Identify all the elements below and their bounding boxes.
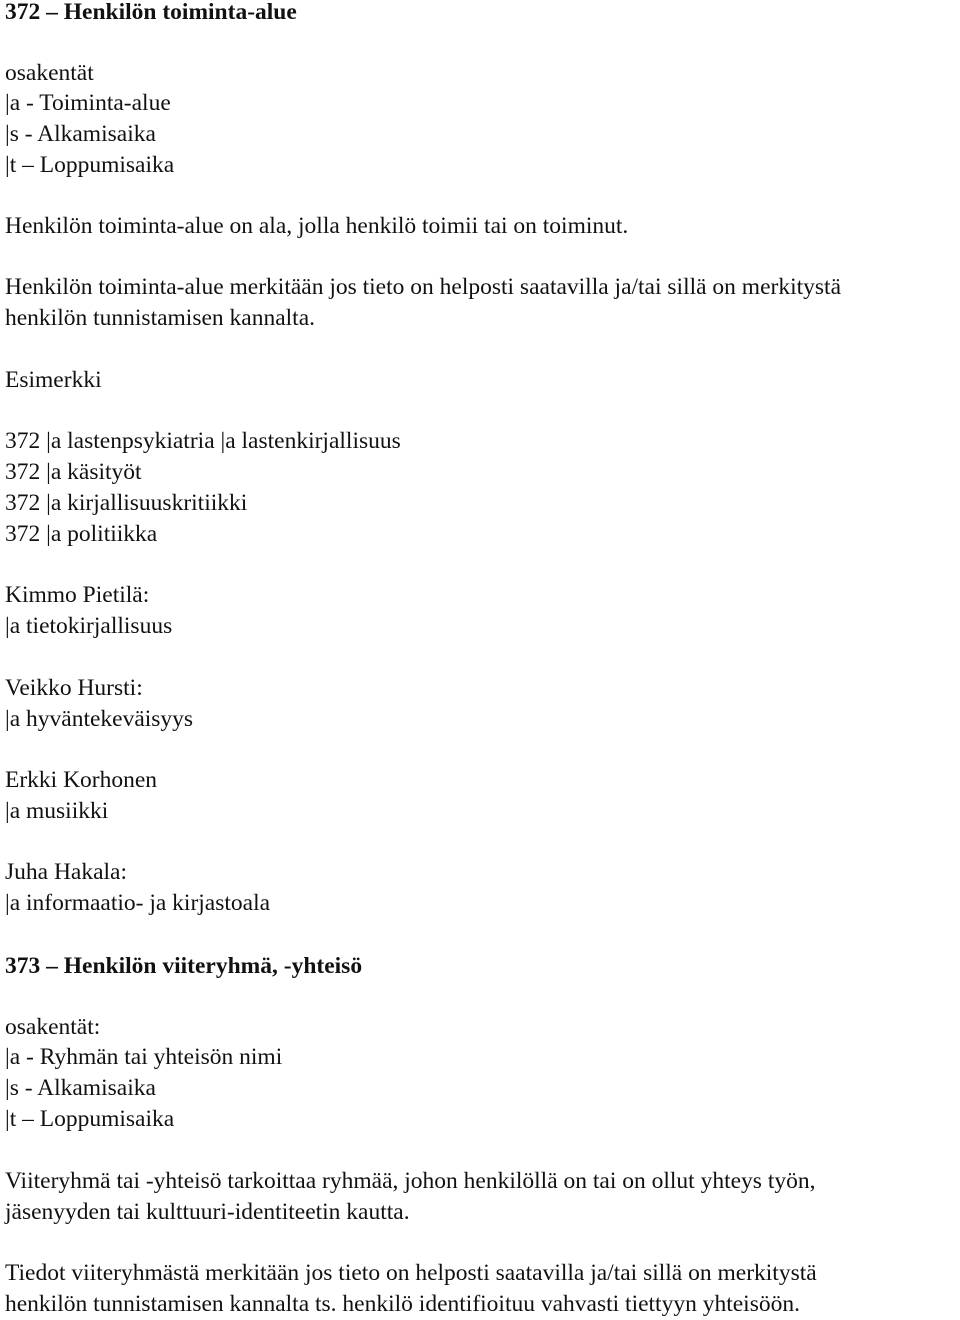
person-name: Juha Hakala:	[5, 859, 128, 885]
section-373-definition-line-2: jäsenyyden tai kulttuuri-identiteetin kautta.	[5, 1199, 410, 1225]
section-372-subfield-s: |s - Alkamisaika	[5, 121, 156, 147]
person-name: Veikko Hursti:	[5, 675, 143, 701]
person-name: Kimmo Pietilä:	[5, 582, 150, 608]
person-field-value: |a hyväntekeväisyys	[5, 706, 194, 732]
section-373-usage-line-2: henkilön tunnistamisen kannalta ts. henkilö identifioituu vahvasti tiettyyn yhteisöön.	[5, 1291, 800, 1317]
section-372-subfield-a: |a - Toiminta-alue	[5, 90, 171, 116]
section-372-usage-line-1: Henkilön toiminta-alue merkitään jos tieto on helposti saatavilla ja/tai sillä on merkitystä	[5, 274, 842, 300]
example-line: 372 |a kirjallisuuskritiikki	[5, 490, 248, 516]
section-373-subfield-t: |t – Loppumisaika	[5, 1106, 175, 1132]
section-372-usage-line-2: henkilön tunnistamisen kannalta.	[5, 305, 316, 331]
section-373-definition-line-1: Viiteryhmä tai -yhteisö tarkoittaa ryhmää, johon henkilöllä on tai on ollut yhteys työn,	[5, 1168, 816, 1194]
section-372-subfields-label: osakentät	[5, 60, 94, 86]
section-373-subfields-label: osakentät:	[5, 1014, 101, 1040]
person-field-value: |a informaatio- ja kirjastoala	[5, 890, 271, 916]
person-field-value: |a musiikki	[5, 798, 109, 824]
section-372-subfield-t: |t – Loppumisaika	[5, 152, 175, 178]
section-372-definition: Henkilön toiminta-alue on ala, jolla henkilö toimii tai on toiminut.	[5, 213, 629, 239]
person-field-value: |a tietokirjallisuus	[5, 613, 173, 639]
example-line: 372 |a käsityöt	[5, 459, 142, 485]
example-label: Esimerkki	[5, 367, 102, 393]
section-372-title: 372 – Henkilön toiminta-alue	[5, 0, 297, 25]
example-line: 372 |a politiikka	[5, 521, 158, 547]
section-373-usage-line-1: Tiedot viiteryhmästä merkitään jos tieto on helposti saatavilla ja/tai sillä on merkitystä	[5, 1260, 817, 1286]
person-name: Erkki Korhonen	[5, 767, 158, 793]
example-line: 372 |a lastenpsykiatria |a lastenkirjallisuus	[5, 428, 401, 454]
section-373-subfield-a: |a - Ryhmän tai yhteisön nimi	[5, 1044, 283, 1070]
section-373-subfield-s: |s - Alkamisaika	[5, 1075, 156, 1101]
section-373-title: 373 – Henkilön viiteryhmä, -yhteisö	[5, 953, 363, 979]
